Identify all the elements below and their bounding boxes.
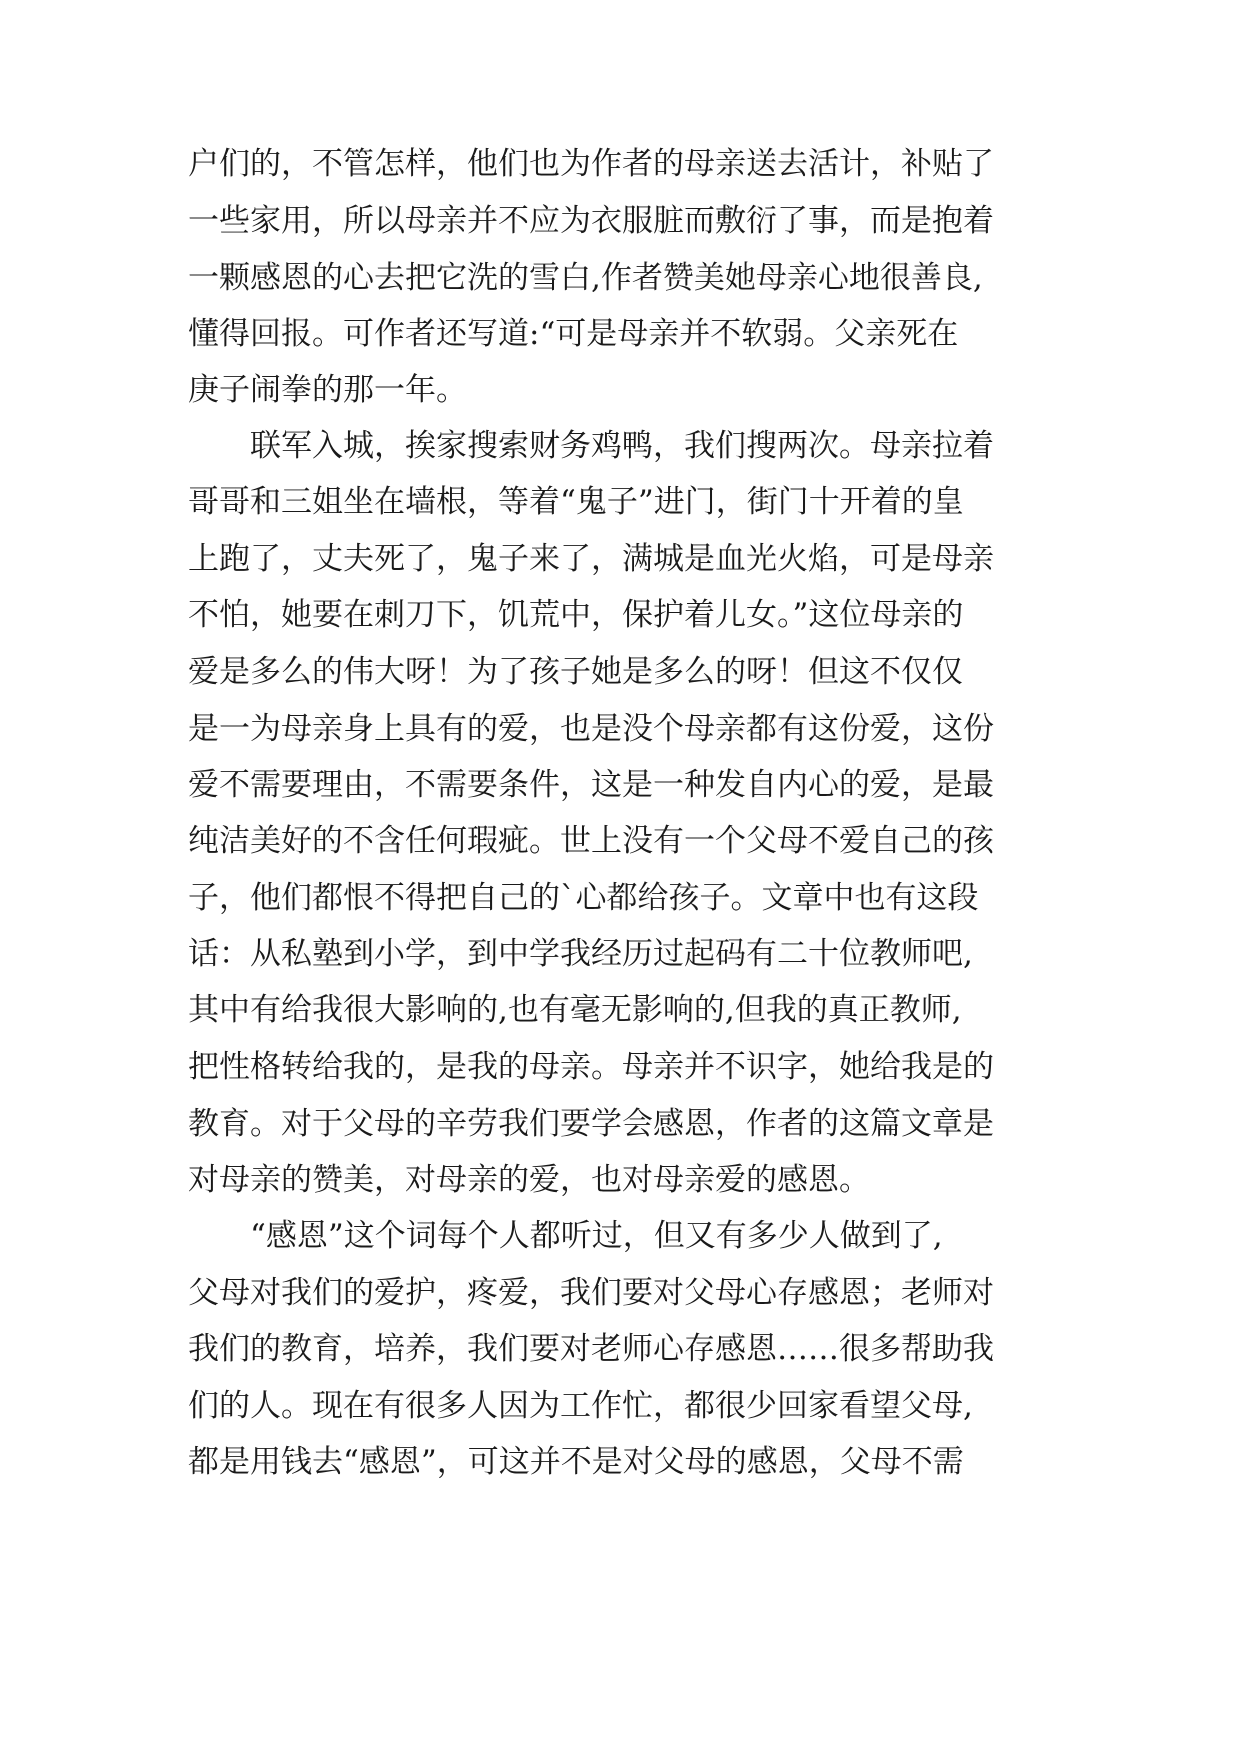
text-line: 联军入城，挨家搜索财务鸡鸭，我们搜两次。母亲拉着 — [188, 428, 994, 464]
text-line: 爱不需要理由，不需要条件，这是一种发自内心的爱，是最 — [188, 767, 994, 803]
text-line: 们的人。现在有很多人因为工作忙，都很少回家看望父母, — [188, 1388, 973, 1424]
text-line: 对母亲的赞美，对母亲的爱，也对母亲爱的感恩。 — [188, 1162, 870, 1198]
text-line: 户们的，不管怎样，他们也为作者的母亲送去活计，补贴了 — [188, 146, 994, 182]
text-line: 不怕，她要在刺刀下，饥荒中，保护着儿女。”这位母亲的 — [188, 597, 964, 633]
text-line: 爱是多么的伟大呀！为了孩子她是多么的呀！但这不仅仅 — [188, 654, 963, 690]
text-line: 懂得回报。可作者还写道:“可是母亲并不软弱。父亲死在 — [188, 316, 959, 352]
text-line: 哥哥和三姐坐在墙根，等着“鬼子”进门，街门十开着的皇 — [188, 484, 964, 520]
text-line: 话：从私塾到小学，到中学我经历过起码有二十位教师吧, — [188, 936, 973, 972]
text-line: 是一为母亲身上具有的爱，也是没个母亲都有这份爱，这份 — [188, 711, 994, 747]
text-line: 一颗感恩的心去把它洗的雪白,作者赞美她母亲心地很善良, — [188, 260, 983, 296]
text-line: 其中有给我很大影响的,也有毫无影响的,但我的真正教师, — [188, 992, 962, 1028]
text-line: “感恩”这个词每个人都听过，但又有多少人做到了, — [188, 1218, 943, 1254]
text-line: 把性格转给我的，是我的母亲。母亲并不识字，她给我是的 — [188, 1049, 994, 1085]
text-line: 父母对我们的爱护，疼爱，我们要对父母心存感恩；老师对 — [188, 1275, 994, 1311]
text-line: 上跑了，丈夫死了，鬼子来了，满城是血光火焰，可是母亲 — [188, 541, 994, 577]
text-line: 我们的教育，培养，我们要对老师心存感恩……很多帮助我 — [188, 1331, 994, 1367]
text-line: 教育。对于父母的辛劳我们要学会感恩，作者的这篇文章是 — [188, 1106, 994, 1142]
text-line: 子，他们都恨不得把自己的`心都给孩子。文章中也有这段 — [188, 880, 979, 916]
text-line: 庚子闹拳的那一年。 — [188, 372, 467, 408]
text-line: 一些家用，所以母亲并不应为衣服脏而敷衍了事，而是抱着 — [188, 203, 994, 239]
text-line: 都是用钱去“感恩”，可这并不是对父母的感恩，父母不需 — [188, 1444, 964, 1480]
text-line: 纯洁美好的不含任何瑕疵。世上没有一个父母不爱自己的孩 — [188, 823, 994, 859]
